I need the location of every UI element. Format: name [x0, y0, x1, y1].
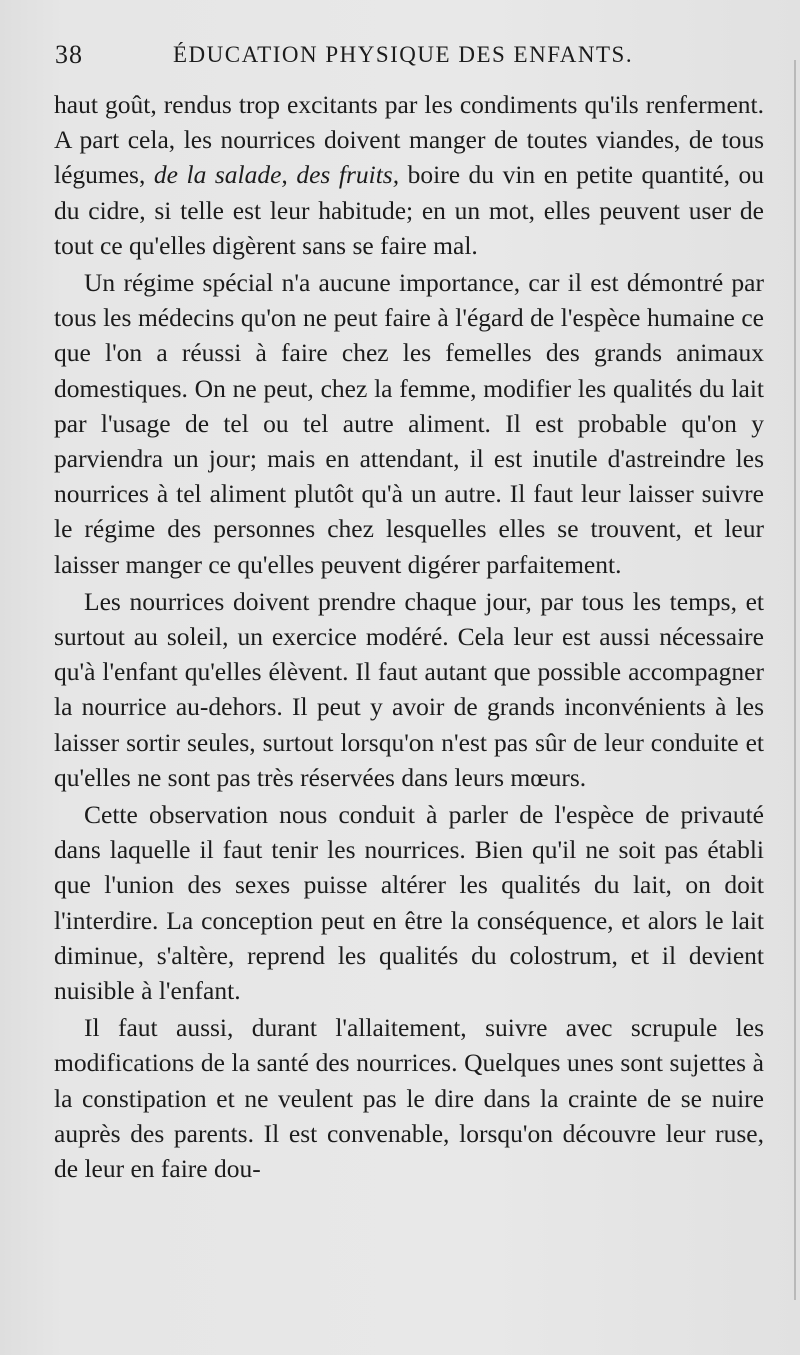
page-number: 38	[55, 40, 83, 69]
paragraph-1	[54, 87, 764, 263]
paragraph-1-italic: de la salade, des fruits,	[153, 160, 400, 190]
paragraph-2: Un régime spécial n'a aucune importance, car il est démontré par tous les médecins qu'on ne peut faire à l'égard de l'espèce humaine ce que l'on a réussi à faire chez les femelles des grands animaux domestiques. On ne peut, chez la femme, modifier les qualités du lait par l'usage de tel ou tel autre aliment. Il est probable qu'on y parviendra un jour; mais en attendant, il est inutile d'astreindre les nourrices à tel aliment plutôt qu'à un autre. Il faut leur laisser suivre le régime des personnes chez lesquelles elles se trouvent, et leur laisser manger ce qu'elles peuvent digérer parfaitement.	[54, 268, 764, 579]
paragraph-4: Cette observation nous conduit à parler de l'espèce de privauté dans laquelle il faut tenir les nourrices. Bien qu'il ne soit pas établi que l'union des sexes puisse altérer les qualités du lait, on doit l'interdire. La conception peut en être la conséquence, et alors le lait diminue, s'altère, reprend les qualités du colostrum, et il devient nuisible à l'enfant.	[54, 800, 764, 1006]
page-header	[55, 40, 765, 76]
paragraph-1-text: haut goût, rendus trop excitants par les condiments qu'ils renferment. A part cela, les nourrices doivent manger de toutes viandes, de tous légumes,	[54, 90, 764, 190]
paragraph-3: Les nourrices doivent prendre chaque jour, par tous les temps, et surtout au soleil, un exercice modéré. Cela leur est aussi nécessaire qu'à l'enfant qu'elles élèvent. Il faut autant que possible accompagner la nourrice au-dehors. Il peut y avoir de grands inconvénients à les laisser sortir seules, surtout lorsqu'on n'est pas sûr de leur conduite et qu'elles ne sont pas très réservées dans leurs mœurs.	[54, 586, 764, 792]
paragraph-5: Il faut aussi, durant l'allaitement, suivre avec scrupule les modifications de la santé des nourrices. Quelques unes sont sujettes à la constipation et ne veulent pas le dire dans la crainte de se nuire auprès des parents. Il est convenable, lorsqu'on découvre leur ruse, de leur en faire dou-	[54, 1013, 764, 1184]
body-text	[54, 87, 764, 1186]
running-title: ÉDUCATION PHYSIQUE DES ENFANTS.	[173, 42, 634, 67]
paragraph-1-text-end: boire du vin en petite quantité, ou du cidre, si telle est leur habitude; en un mot, elles peuvent user de tout ce qu'elles digèrent sans se faire mal.	[54, 160, 765, 260]
page-edge-shadow	[794, 60, 796, 1300]
